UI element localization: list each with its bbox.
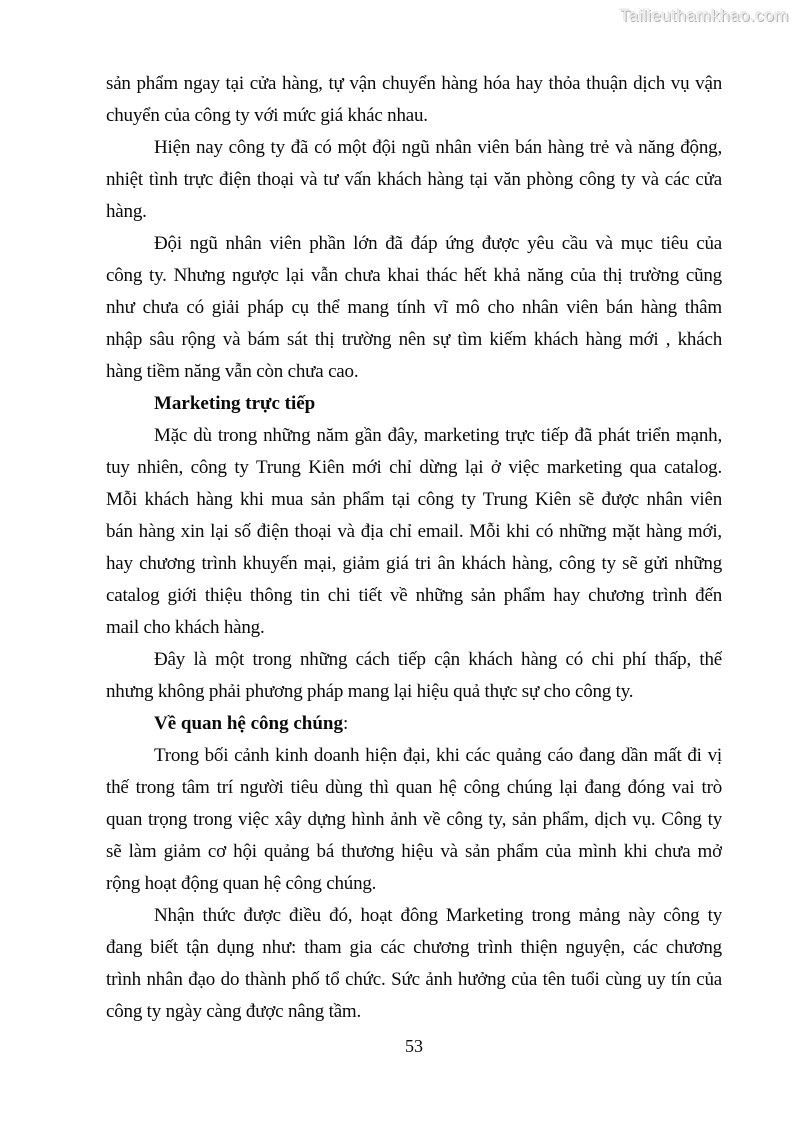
text-line: công ty ngày càng được nâng tầm. [106, 1001, 362, 1022]
text-line: hàng. [106, 201, 147, 222]
section-heading-text: Marketing trực tiếp [154, 393, 316, 414]
paragraph [106, 68, 722, 132]
text-line: trình nhân đạo do thành phố tổ chức. Sức ảnh hưởng của tên tuổi cùng uy tín của [106, 969, 722, 990]
text-line: bán hàng xin lại số điện thoại và địa chỉ email. Mỗi khi có những mặt hàng mới, [106, 521, 722, 542]
text-line: Mỗi khách hàng khi mua sản phẩm tại công ty Trung Kiên sẽ được nhân viên [106, 489, 722, 510]
text-line: Nhận thức được điều đó, hoạt đông Marketing trong mảng này công ty [154, 905, 722, 926]
text-line: nhưng không phải phương pháp mang lại hiệu quả thực sự cho công ty. [106, 681, 634, 702]
paragraph [106, 132, 722, 228]
text-line: nhiệt tình trực điện thoại và tư vấn khách hàng tại văn phòng công ty và các cửa [106, 169, 722, 190]
text-line: Mặc dù trong những năm gần đây, marketing trực tiếp đã phát triển mạnh, [154, 425, 722, 446]
paragraph [106, 740, 722, 900]
text-line: Hiện nay công ty đã có một đội ngũ nhân viên bán hàng trẻ và năng động, [154, 137, 722, 158]
paragraph [106, 228, 722, 388]
section-heading [106, 388, 722, 420]
text-line: nhập sâu rộng và bám sát thị trường nên sự tìm kiếm khách hàng mới , khách [106, 329, 722, 350]
paragraph [106, 644, 722, 708]
text-line: tuy nhiên, công ty Trung Kiên mới chỉ dừng lại ở việc marketing qua catalog. [106, 457, 722, 478]
paragraph [106, 900, 722, 1028]
text-line: hay chương trình khuyến mại, giảm giá tri ân khách hàng, công ty sẽ gửi những [106, 553, 722, 574]
text-line: mail cho khách hàng. [106, 617, 265, 638]
section-heading-text: Về quan hệ công chúng [154, 713, 343, 734]
section-heading [106, 708, 722, 740]
text-line: catalog giới thiệu thông tin chi tiết về những sản phẩm hay chương trình đến [106, 585, 722, 606]
text-line: quan trọng trong việc xây dựng hình ảnh về công ty, sản phẩm, dịch vụ. Công ty [106, 809, 722, 830]
text-line: Đây là một trong những cách tiếp cận khách hàng có chi phí thấp, thế [154, 649, 722, 670]
text-line: Trong bối cảnh kinh doanh hiện đại, khi các quảng cáo đang dần mất đi vị [154, 745, 722, 766]
watermark: Tailieuthamkhao.com [619, 6, 789, 25]
document-body [106, 68, 722, 1028]
page-number: 53 [405, 1036, 423, 1056]
text-line: hàng tiềm năng vẫn còn chưa cao. [106, 361, 359, 382]
section-heading-suffix: : [343, 713, 349, 734]
text-line: thế trong tâm trí người tiêu dùng thì quan hệ công chúng lại đang đóng vai trò [106, 777, 722, 798]
text-line: sẽ làm giảm cơ hội quảng bá thương hiệu và sản phẩm của mình khi chưa mở [106, 841, 722, 862]
text-line: như chưa có giải pháp cụ thể mang tính vĩ mô cho nhân viên bán hàng thâm [106, 297, 722, 318]
paragraph [106, 420, 722, 644]
text-line: sản phẩm ngay tại cửa hàng, tự vận chuyển hàng hóa hay thỏa thuận dịch vụ vận [106, 73, 722, 94]
text-line: rộng hoạt động quan hệ công chúng. [106, 873, 377, 894]
text-line: công ty. Nhưng ngược lại vẫn chưa khai thác hết khả năng của thị trường cũng [106, 265, 722, 286]
text-line: đang biết tận dụng như: tham gia các chương trình thiện nguyện, các chương [106, 937, 722, 958]
text-line: Đội ngũ nhân viên phần lớn đã đáp ứng được yêu cầu và mục tiêu của [154, 233, 722, 254]
text-line: chuyển của công ty với mức giá khác nhau. [106, 105, 428, 126]
